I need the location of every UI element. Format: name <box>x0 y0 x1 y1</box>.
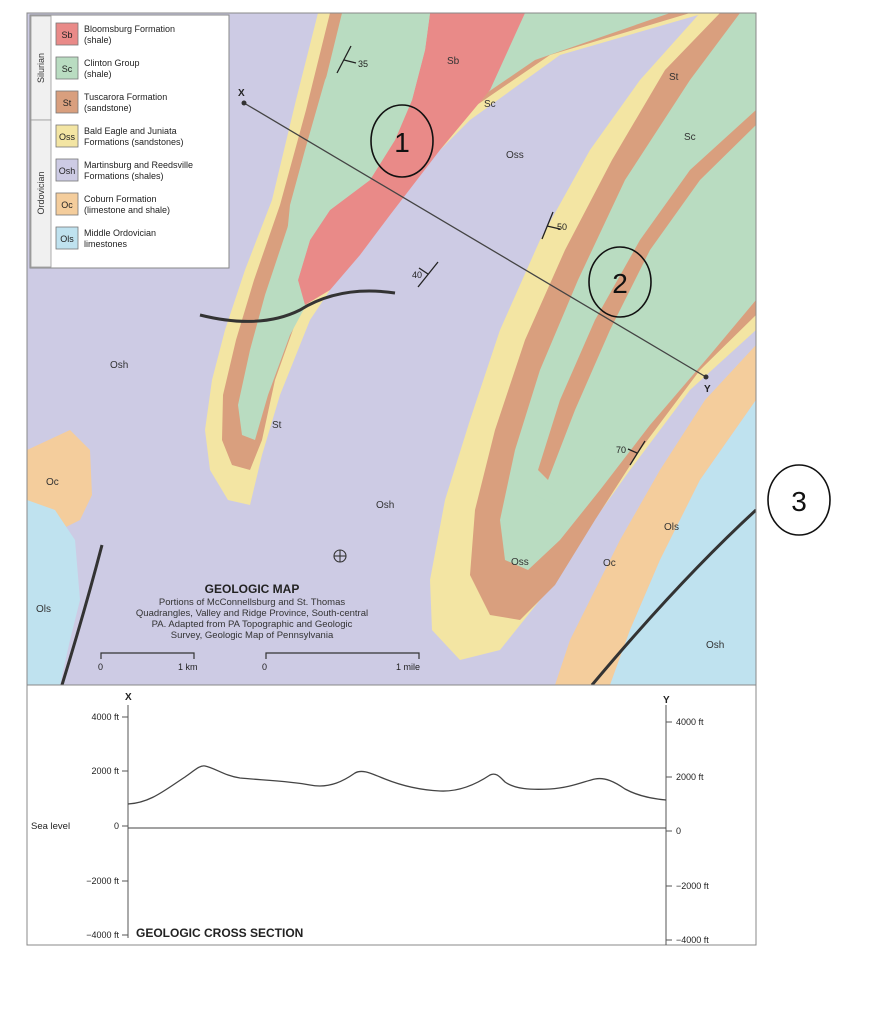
legend-code-sc: Sc <box>61 64 73 74</box>
legend-code-oss: Oss <box>58 132 76 142</box>
legend-desc-oss: Formations (sandstones) <box>84 137 184 147</box>
legend-code-osh: Osh <box>58 166 76 176</box>
map-label-oc-2: Oc <box>603 558 616 569</box>
map-label-oss-2: Oss <box>511 557 529 568</box>
map-label-sc-1: Sc <box>484 99 496 110</box>
legend-name-oc: Coburn Formation <box>84 194 157 204</box>
map-label-osh-2: Osh <box>376 500 395 511</box>
legend-desc-sc: (shale) <box>84 69 112 79</box>
right-tick-4000: 4000 ft <box>676 717 704 727</box>
legend-desc-osh: Formations (shales) <box>84 171 164 181</box>
legend-period-silurian: Silurian <box>36 52 46 84</box>
left-tick-neg4000: −4000 ft <box>86 930 119 940</box>
crosshair-icon <box>334 550 346 562</box>
map-caption-line-3: PA. Adapted from PA Topographic and Geologic <box>151 619 353 630</box>
section-point-y-dot <box>704 375 709 380</box>
scale-mile-zero: 0 <box>262 662 268 672</box>
map-label-osh-1: Osh <box>110 360 129 371</box>
legend-desc-st: (sandstone) <box>84 103 132 113</box>
section-label-y: Y <box>704 384 711 395</box>
map-label-sc-2: Sc <box>684 132 696 143</box>
left-tick-0: 0 <box>113 821 119 831</box>
legend-name-oss: Bald Eagle and Juniata <box>84 126 177 136</box>
legend-code-oc: Oc <box>61 200 73 210</box>
map-legend <box>30 15 229 268</box>
cross-section-title: GEOLOGIC CROSS SECTION <box>136 926 304 940</box>
dip-label-70: 70 <box>616 445 627 455</box>
map-caption-line-2: Quadrangles, Valley and Ridge Province, South-central <box>135 608 369 619</box>
scale-km-end: 1 km <box>178 662 198 672</box>
annotation-number-3: 3 <box>791 486 807 517</box>
left-tick-2000: 2000 ft <box>91 766 119 776</box>
legend-code-ols: Ols <box>60 234 74 244</box>
map-label-ols-1: Ols <box>36 604 51 615</box>
dip-label-50: 50 <box>557 222 568 232</box>
right-tick-0: 0 <box>676 826 682 836</box>
section-label-x: X <box>238 88 245 99</box>
map-label-st-2: St <box>272 420 282 431</box>
legend-code-sb: Sb <box>61 30 73 40</box>
cross-section-x-label: X <box>125 692 132 703</box>
cross-section <box>27 685 756 945</box>
legend-desc-ols: limestones <box>84 239 128 249</box>
map-label-oss-1: Oss <box>506 150 524 161</box>
annotation-number-2: 2 <box>612 268 628 299</box>
left-tick-neg2000: −2000 ft <box>86 876 119 886</box>
map-caption-line-4: Survey, Geologic Map of Pennsylvania <box>170 630 334 641</box>
right-tick-neg2000: −2000 ft <box>676 881 709 891</box>
legend-name-st: Tuscarora Formation <box>84 92 168 102</box>
cross-section-frame <box>27 685 756 945</box>
cross-section-y-label: Y <box>663 695 670 706</box>
legend-desc-oc: (limestone and shale) <box>84 205 171 215</box>
map-label-osh-3: Osh <box>706 640 725 651</box>
scale-km-zero: 0 <box>98 662 104 672</box>
legend-desc-sb: (shale) <box>84 35 112 45</box>
scale-mile-end: 1 mile <box>396 662 421 672</box>
right-tick-neg4000: −4000 ft <box>676 935 709 945</box>
map-label-oc-1: Oc <box>46 477 59 488</box>
section-point-x-dot <box>242 101 247 106</box>
legend-name-osh: Martinsburg and Reedsville <box>84 160 194 170</box>
left-tick-4000: 4000 ft <box>91 712 119 722</box>
legend-period-ordovician: Ordovician <box>36 171 46 215</box>
annotation-number-1: 1 <box>394 127 410 158</box>
dip-label-40: 40 <box>412 270 423 280</box>
legend-name-ols: Middle Ordovician <box>84 228 157 238</box>
legend-name-sb: Bloomsburg Formation <box>84 24 176 34</box>
dip-label-35: 35 <box>358 59 369 69</box>
map-label-ols-2: Ols <box>664 522 679 533</box>
legend-code-st: St <box>62 98 72 108</box>
map-caption-line-1: Portions of McConnellsburg and St. Thomas <box>158 597 346 608</box>
map-label-sb: Sb <box>447 56 460 67</box>
map-label-st-1: St <box>669 72 679 83</box>
sea-level-label: Sea level <box>31 821 71 832</box>
right-tick-2000: 2000 ft <box>676 772 704 782</box>
legend-name-sc: Clinton Group <box>84 58 140 68</box>
map-title: GEOLOGIC MAP <box>204 582 300 596</box>
